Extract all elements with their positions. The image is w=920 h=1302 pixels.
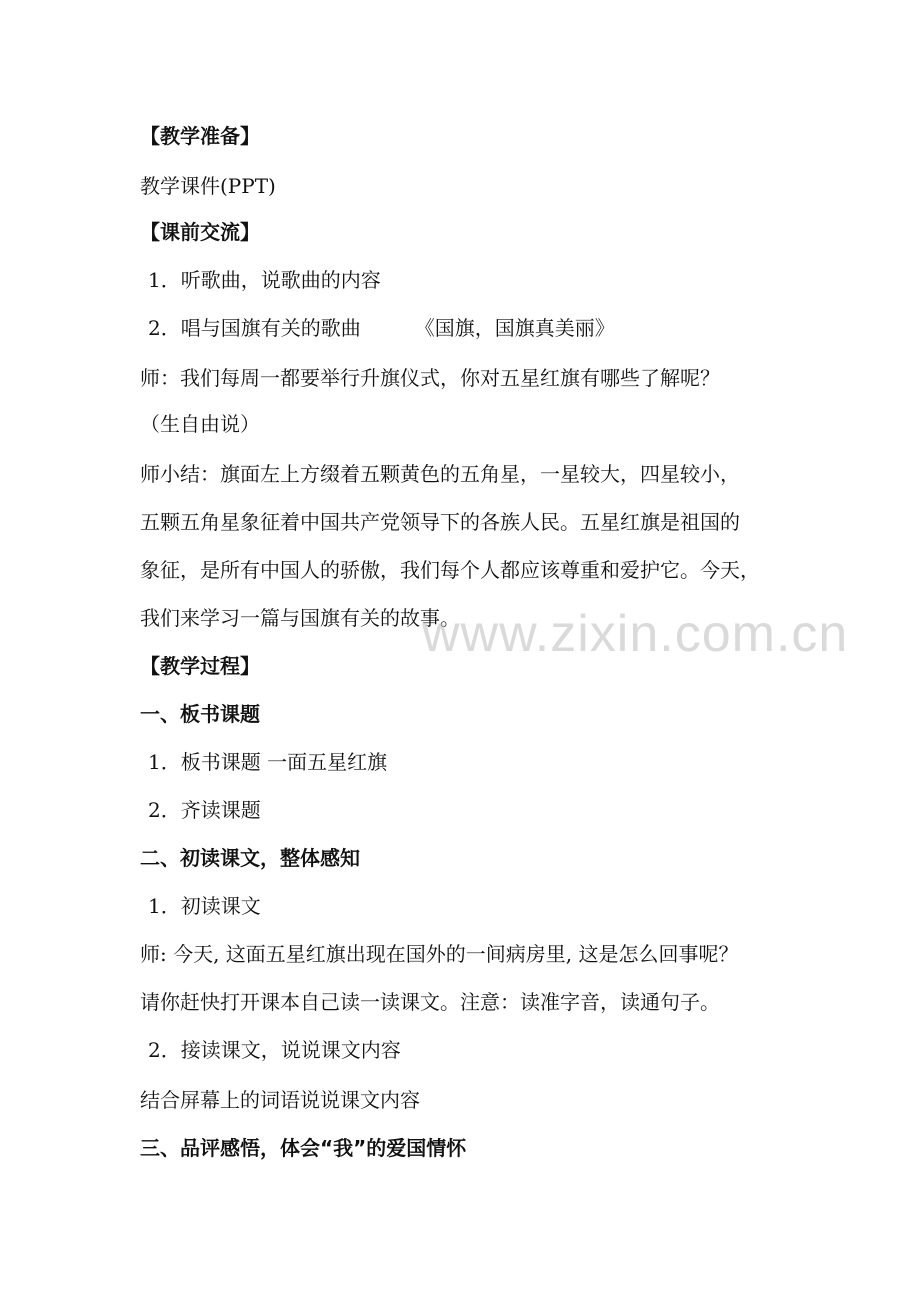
student-note: （生自由说） — [140, 412, 260, 436]
preclass-item-2-song: 《国旗，国旗真美丽》 — [414, 316, 615, 340]
teacher-question: 师：我们每周一都要举行升旗仪式，你对五星红旗有哪些了解呢？ — [140, 366, 720, 390]
preclass-item-2-text: 2．唱与国旗有关的歌曲 — [148, 316, 361, 340]
preclass-item-1: 1．听歌曲，说歌曲的内容 — [148, 268, 381, 292]
preclass-item-2 — [148, 316, 615, 340]
section-2-heading: 二、初读课文，整体感知 — [140, 846, 360, 870]
summary-line-2: 五颗五角星象征着中国共产党领导下的各族人民。五星红旗是祖国的 — [140, 510, 740, 534]
summary-line-3: 象征，是所有中国人的骄傲，我们每个人都应该尊重和爱护它。今天， — [140, 558, 760, 582]
section-1-heading: 一、板书课题 — [140, 702, 260, 726]
section-2-item-2: 2．接读课文，说说课文内容 — [148, 1038, 401, 1062]
section-2-note: 结合屏幕上的词语说说课文内容 — [140, 1088, 420, 1112]
summary-line-4: 我们来学习一篇与国旗有关的故事。 — [140, 606, 460, 630]
summary-line-1: 师小结：旗面左上方缀着五颗黄色的五角星，一星较大，四星较小， — [140, 462, 740, 486]
prep-heading: 【教学准备】 — [140, 124, 260, 148]
section-2-teacher-line-2: 请你赶快打开课本自己读一读课文。注意：读准字音，读通句子。 — [140, 990, 720, 1014]
section-1-item-1: 1．板书课题 一面五星红旗 — [148, 750, 388, 774]
section-2-item-1: 1．初读课文 — [148, 894, 261, 918]
preclass-heading: 【课前交流】 — [140, 220, 260, 244]
section-1-item-2: 2．齐读课题 — [148, 798, 261, 822]
watermark: www.zixin.com.cn — [422, 605, 849, 663]
prep-text: 教学课件(PPT) — [140, 174, 276, 198]
process-heading: 【教学过程】 — [140, 654, 260, 678]
section-2-teacher-line-1: 师: 今天, 这面五星红旗出现在国外的一间病房里, 这是怎么回事呢？ — [140, 942, 739, 966]
section-3-heading: 三、品评感悟，体会“我”的爱国情怀 — [140, 1136, 467, 1160]
